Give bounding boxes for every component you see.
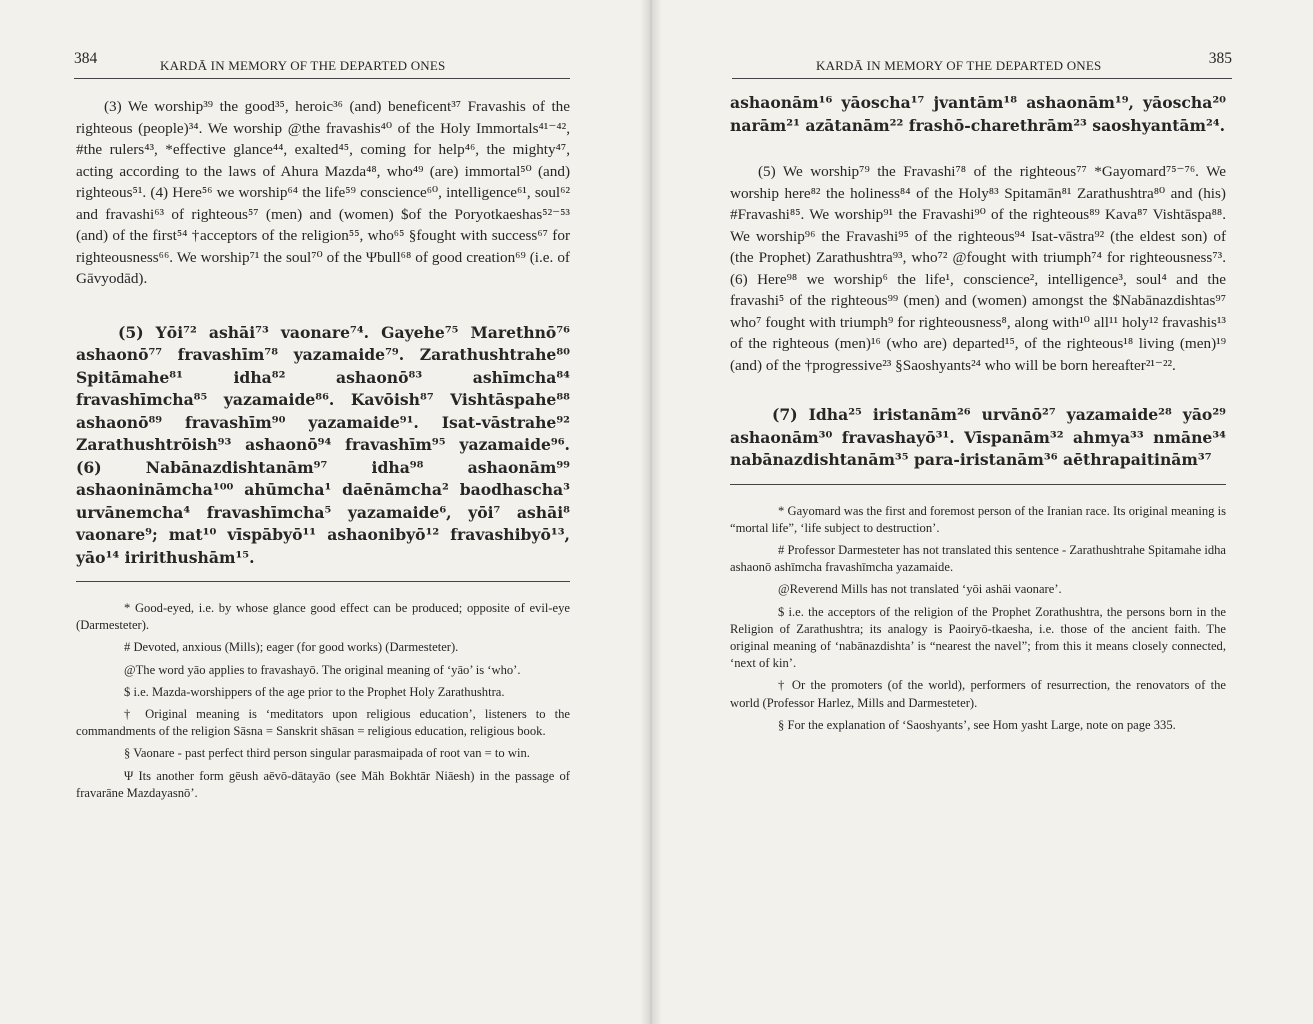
right-page-header (732, 44, 1232, 79)
footnote: $ i.e. the acceptors of the religion of the Prophet Zorathushtra, the persons born in the Religion of Zarathushtra; its analogy is Paoiryō-tkaesha, i.e. those of the ancient faith. The original meaning of ‘nabānazdishta’ is “nearest the navel”; from this it means closely connected, ‘next of kin’. (730, 604, 1226, 671)
translation-paragraph: (3) We worship³⁹ the good³⁵, heroic³⁶ (and) beneficent³⁷ Fravashis of the righteous (people)³⁴. We worship @the fravashis⁴⁰ of the Holy Immortals⁴¹⁻⁴², #the rulers⁴³, *effective glance⁴⁴, exalted⁴⁵, coming for help⁴⁶, the mighty⁴⁷, acting according to the laws of Ahura Mazda⁴⁸, who⁴⁹ (are) immortal⁵⁰ (and) righteous⁵¹. (4) Here⁵⁶ we worship⁶⁴ the life⁵⁹ conscience⁶⁰, intelligence⁶¹, soul⁶² and fravashi⁶³ of righteous⁵⁷ (men) and (women) $of the Poryotkaeshas⁵²⁻⁵³ (and) of the first⁵⁴ †acceptors of the religion⁵⁵, who⁶⁵ §fought with success⁶⁷ for righteousness⁶⁶. We worship⁷¹ the soul⁷⁰ of the Ψbull⁶⁸ of good creation⁶⁹ (i.e. of Gāvyodād). (76, 98, 570, 287)
footnote-divider (730, 484, 1226, 485)
right-page (662, 0, 1313, 1024)
avesta-text-block (730, 404, 1226, 472)
page-number: 385 (1208, 50, 1232, 67)
footnote: * Gayomard was the first and foremost person of the Iranian race. Its original meaning is “mortal life”, ‘life subject to destruction’. (730, 503, 1226, 535)
footnote: @The word yāo applies to fravashayō. The original meaning of ‘yāo’ is ‘who’. (124, 662, 521, 677)
page-number: 384 (74, 50, 98, 67)
footnote: * Good-eyed, i.e. by whose glance good effect can be produced; opposite of evil-eye (Darmesteter). (76, 601, 570, 633)
avesta-paragraph: ashaonām¹⁶ yāoscha¹⁷ jvantām¹⁸ ashaonām¹⁹, yāoscha²⁰ narām²¹ azātanām²² frashō-charethrām²³ saoshyantām²⁴. (730, 93, 1226, 135)
translation-paragraph: (5) We worship⁷⁹ the Fravashi⁷⁸ of the righteous⁷⁷ *Gayomard⁷⁵⁻⁷⁶. We worship here⁸² the holiness⁸⁴ of the Holy⁸³ Spitamān⁸¹ Zarathushtra⁸⁰ and (his) #Fravashi⁸⁵. We worship⁹¹ the Fravashi⁹⁰ of the righteous⁸⁹ Kava⁸⁷ Vishtāspa⁸⁸. We worship⁹⁶ the Fravashi⁹⁵ of the righteous⁹⁴ Isat-vāstra⁹² (the eldest son) of (the Prophet) Zarathushtra⁹³, who⁷² @fought with triumph⁷⁴ for righteousness⁷³. (6) Here⁹⁸ we worship⁶ the life¹, conscience², intelligence³, soul⁴ and the fravashi⁵ of the righteous⁹⁹ (men) and (women) amongst the $Nabānazdishtas⁹⁷ who⁷ fought with triumph⁹ for righteousness⁸, along with¹⁰ all¹¹ holy¹² fravashis¹³ of the righteous (men)¹⁶ (who are) departed¹⁵, of the righteous¹⁸ living (men)¹⁹ (and) of the †progressive²³ §Saoshyants²⁴ who will be born hereafter²¹⁻²². (730, 163, 1226, 374)
footnotes (76, 600, 570, 802)
footnote: @Reverend Mills has not translated ‘yōi ashāi vaonare’. (778, 582, 1062, 597)
running-title: KARDĀ IN MEMORY OF THE DEPARTED ONES (816, 58, 1102, 73)
footnote: § Vaonare - past perfect third person singular parasmaipada of root van = to win. (124, 746, 530, 761)
left-page (0, 0, 650, 1024)
footnote: † Original meaning is ‘meditators upon religious education’, listeners to the commandments of the religion Sāsna = Sanskrit shāsan = religious education, religious book. (76, 707, 570, 739)
footnote: Ψ Its another form gēush aēvō-dātayāo (see Māh Bokhtār Niāesh) in the passage of fravarāne Mazdayasnō’. (76, 768, 570, 800)
footnote: # Devoted, anxious (Mills); eager (for good works) (Darmesteter). (124, 640, 459, 655)
avesta-paragraph: (5) Yōi⁷² ashāi⁷³ vaonare⁷⁴. Gayehe⁷⁵ Marethnō⁷⁶ ashaonō⁷⁷ fravashīm⁷⁸ yazamaide⁷⁹. Zarathushtrahe⁸⁰ Spitāmahe⁸¹ idha⁸² ashaonō⁸³ ashīmcha⁸⁴ fravashīmcha⁸⁵ yazamaide⁸⁶. Kavōish⁸⁷ Vishtāspahe⁸⁸ ashaonō⁸⁹ fravashīm⁹⁰ yazamaide⁹¹. Isat-vāstrahe⁹² Zarathushtrōish⁹³ ashaonō⁹⁴ fravashīm⁹⁵ yazamaide⁹⁶. (6) Nabānazdishtanām⁹⁷ idha⁹⁸ ashaonām⁹⁹ ashaonināmcha¹⁰⁰ ahūmcha¹ daēnāmcha² baodhascha³ urvānemcha⁴ fravashīmcha⁵ yazamaide⁶, yōi⁷ ashāi⁸ vaonare⁹; mat¹⁰ vīspābyō¹¹ ashaonibyō¹² fravashibyō¹³, yāo¹⁴ iririthushām¹⁵. (76, 322, 570, 567)
footnote: † Or the promoters (of the world), performers of resurrection, the renovators of the world (Professor Harlez, Mills and Darmesteter). (730, 678, 1226, 710)
footnote: $ i.e. Mazda-worshippers of the age prior to the Prophet Holy Zarathushtra. (124, 684, 505, 699)
footnotes (730, 503, 1226, 734)
avesta-text-block (76, 322, 570, 570)
running-title: KARDĀ IN MEMORY OF THE DEPARTED ONES (160, 58, 446, 73)
right-body (730, 92, 1226, 739)
footnote-divider (76, 581, 570, 582)
footnote: # Professor Darmesteter has not translated this sentence - Zarathushtrahe Spitamahe idha ashaonō ashīmcha fravashīmcha yazamaide. (730, 542, 1226, 575)
avesta-paragraph: (7) Idha²⁵ iristanām²⁶ urvānō²⁷ yazamaide²⁸ yāo²⁹ ashaonām³⁰ fravashayō³¹. Vīspanām³² ahmya³³ nmāne³⁴ nabānazdishtanām³⁵ para-iristanām³⁶ aēthrapaitinām³⁷ (730, 405, 1226, 469)
footnote: § For the explanation of ‘Saoshyants’, see Hom yasht Large, note on page 335. (778, 717, 1176, 732)
left-body (76, 96, 570, 807)
left-page-header (74, 44, 570, 79)
avesta-text-block (730, 92, 1226, 137)
